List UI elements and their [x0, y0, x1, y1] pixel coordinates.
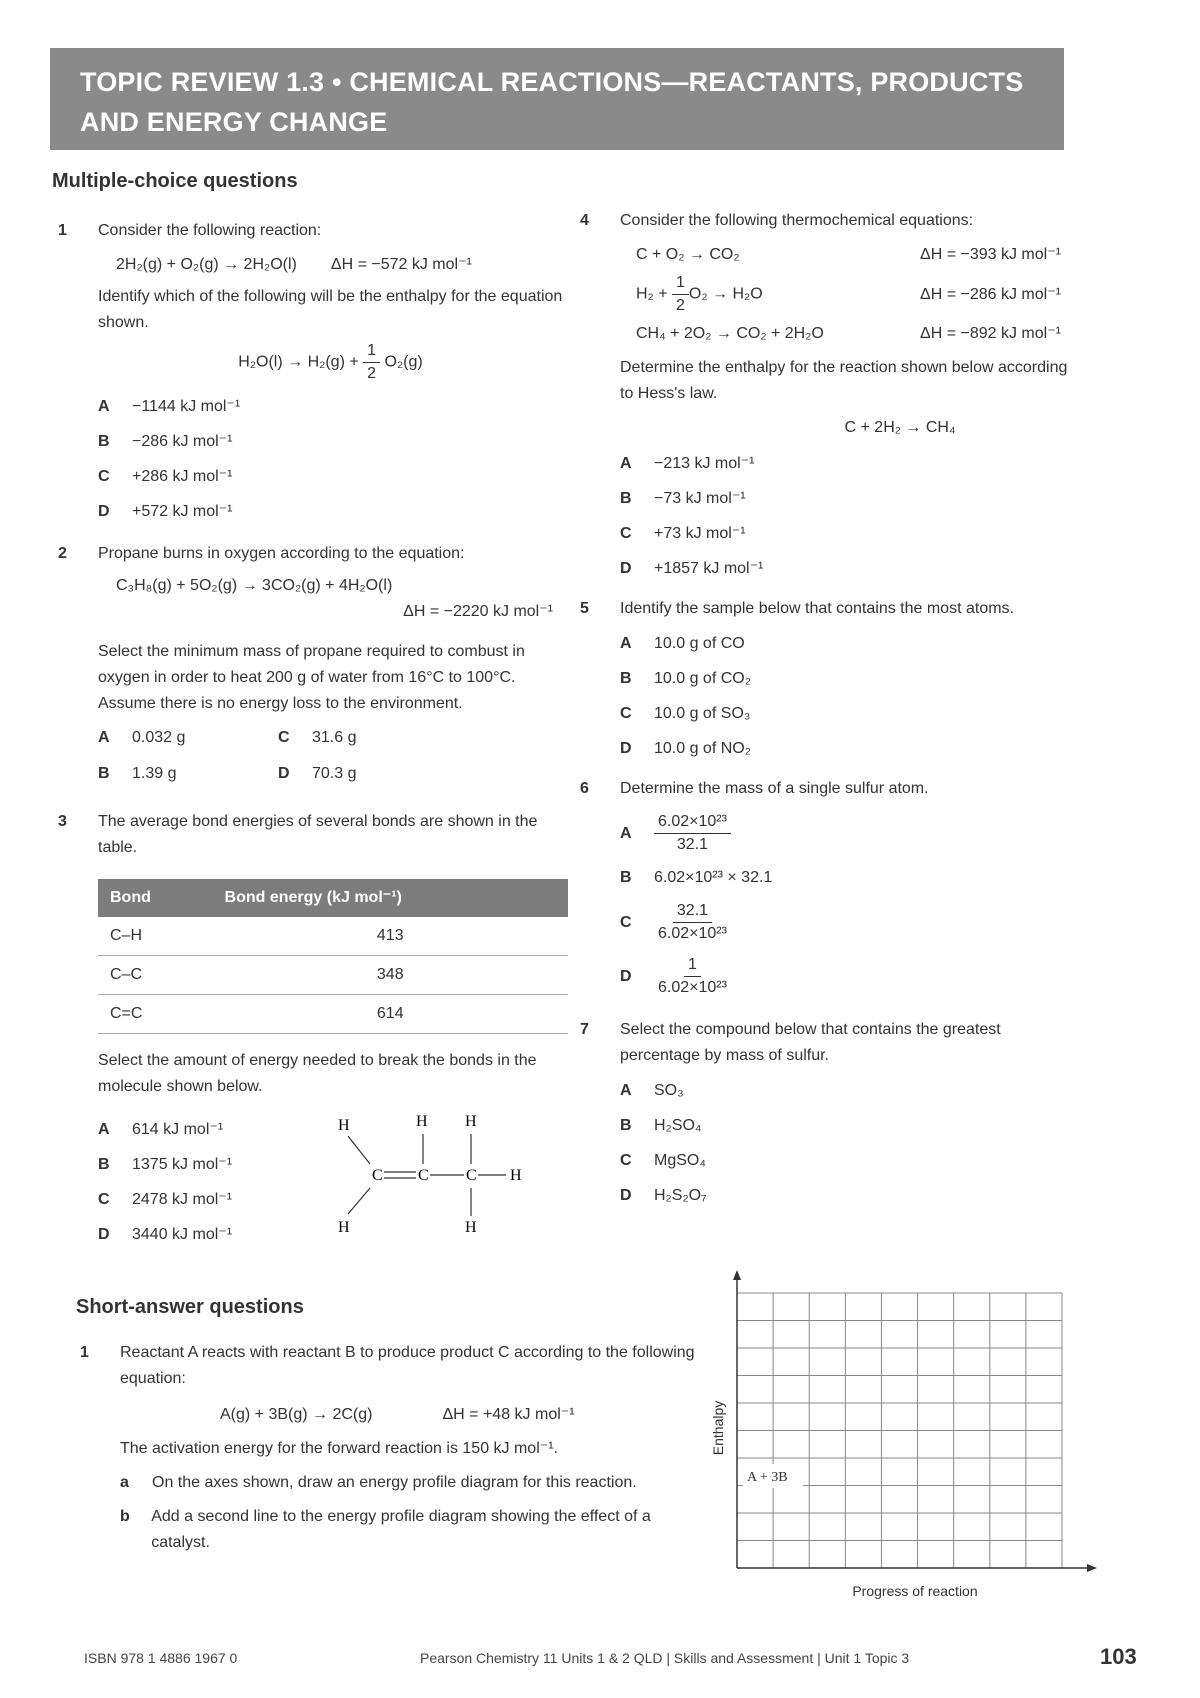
table-row: C–C 348: [98, 956, 568, 995]
atom-c: C: [466, 1167, 477, 1184]
q7-option[interactable]: C MgSO₄: [620, 1152, 706, 1169]
saq-heading: Short-answer questions: [76, 1296, 304, 1318]
question-6: 6 Determine the mass of a single sulfur atom. A $\frac{\text{6.02×10²³}}{32.1}$ B 6.02×10²³ × 32.1 C $\frac{32.1}{\text{6.02×10²³}}$ D $\frac{1}{\text{6.02×10²³}}$: [580, 776, 1080, 999]
q4-option[interactable]: A −213 kJ mol⁻¹: [620, 455, 755, 472]
atom-h: H: [338, 1117, 350, 1134]
q2-option[interactable]: C 31.6 g: [278, 729, 357, 746]
q4-target: C + 2H₂ → CH₄: [844, 419, 956, 436]
q6-option[interactable]: C $\frac{32.1}{\text{6.02×10²³}}$: [620, 902, 727, 942]
atom-h: H: [416, 1113, 428, 1130]
q3-prompt: Select the amount of energy needed to break the bonds in the molecule shown below.: [98, 1052, 537, 1095]
q2-options: [98, 725, 563, 787]
q5-option[interactable]: C 10.0 g of SO₃: [620, 705, 751, 722]
q4-thermo-equations: C + O₂ → CO₂ ΔH = −393 kJ mol⁻¹ H₂ + $\frac{1}{2}$ O₂ → H₂O ΔH = −286 kJ mol⁻¹ CH₄ + 2O₂ → CO₂ + 2H₂O ΔH = −892 kJ mol⁻¹: [636, 246, 1061, 342]
q2-dh: ΔH = −2220 kJ mol⁻¹: [403, 603, 553, 620]
table-row: C=C 614: [98, 995, 568, 1034]
q1-equation-2: H₂O(l) → H₂(g) + $\frac{1}{2}$ O₂(g): [238, 342, 423, 382]
q4-option[interactable]: C +73 kJ mol⁻¹: [620, 525, 746, 542]
saq1-activation: The activation energy for the forward reaction is 150 kJ mol⁻¹.: [120, 1440, 558, 1457]
q5-option[interactable]: B 10.0 g of CO₂: [620, 670, 751, 687]
question-5: 5 Identify the sample below that contains the most atoms. A 10.0 g of CO B 10.0 g of CO₂ C 10.0 g of SO₃ D 10.0 g of NO₂: [580, 596, 1080, 762]
q2-stem: Propane burns in oxygen according to the equation:: [98, 545, 465, 562]
y-axis-label: Enthalpy: [710, 1400, 726, 1456]
topic-banner: [50, 48, 1064, 150]
x-axis-label: Progress of reaction: [852, 1583, 978, 1599]
q5-option[interactable]: A 10.0 g of CO: [620, 635, 745, 652]
propene-structure-diagram: [328, 1108, 558, 1248]
q3-option[interactable]: B 1375 kJ mol⁻¹: [98, 1156, 233, 1173]
q1-option[interactable]: D +572 kJ mol⁻¹: [98, 503, 233, 520]
x-axis-arrow-icon: [1087, 1564, 1097, 1572]
q6-stem: Determine the mass of a single sulfur atom.: [620, 780, 929, 797]
q2-option[interactable]: A 0.032 g: [98, 729, 186, 746]
q7-stem: Select the compound below that contains the greatest percentage by mass of sulfur.: [620, 1021, 1001, 1064]
q7-option[interactable]: A SO₃: [620, 1082, 684, 1099]
q4-stem: Consider the following thermochemical equations:: [620, 212, 974, 229]
right-column: [580, 208, 1080, 1218]
q3-stem: The average bond energies of several bonds are shown in the table.: [98, 813, 538, 856]
q6-option[interactable]: A $\frac{\text{6.02×10²³}}{32.1}$: [620, 811, 1080, 856]
q2-option[interactable]: B 1.39 g: [98, 765, 177, 782]
q1-dh: ΔH = −572 kJ mol⁻¹: [330, 256, 472, 273]
atom-h: H: [510, 1167, 522, 1184]
q5-stem: Identify the sample below that contains the most atoms.: [620, 600, 1014, 617]
q1-stem: Consider the following reaction:: [98, 222, 322, 239]
bond-energy-table: [98, 879, 568, 1034]
table-row: C–H 413: [98, 917, 568, 956]
saq1-dh: ΔH = +48 kJ mol⁻¹: [442, 1406, 575, 1423]
q4-prompt: Determine the enthalpy for the reaction shown below according to Hess's law.: [620, 359, 1068, 402]
short-answer-section: [80, 1340, 700, 1564]
q4-option[interactable]: D +1857 kJ mol⁻¹: [620, 560, 764, 577]
atom-h: H: [465, 1219, 477, 1236]
page-number: 103: [1100, 1644, 1137, 1669]
topic-title: TOPIC REVIEW 1.3 • CHEMICAL REACTIONS—REACTANTS, PRODUCTS AND ENERGY CHANGE: [80, 67, 1024, 137]
saq1-part-b: b Add a second line to the energy profile diagram showing the effect of a catalyst.: [120, 1508, 651, 1551]
q2-prompt: Select the minimum mass of propane required to combust in oxygen in order to heat 200 g of water from 16°C to 100°C. Assume there is no energy loss to the environment.: [98, 643, 525, 712]
saq1-equation: A(g) + 3B(g) → 2C(g): [220, 1406, 373, 1423]
q5-option[interactable]: D 10.0 g of NO₂: [620, 740, 751, 757]
y-axis-arrow-icon: [733, 1270, 741, 1280]
bond-line: [348, 1188, 370, 1214]
q7-option[interactable]: B H₂SO₄: [620, 1117, 702, 1134]
atom-c: C: [418, 1167, 429, 1184]
q1-option[interactable]: C +286 kJ mol⁻¹: [98, 468, 233, 485]
question-3: 3 The average bond energies of several bonds are shown in the table. Bond Bond energy (kJ mol⁻¹) C–H 413 C–C 348 C=C 614 Select the amount of energy needed to break the bonds in the molecule shown below. A 614 kJ mol⁻¹ B 1375 kJ mol⁻¹ C 2478 kJ mol⁻¹ D 3440 kJ mol⁻¹ H H H H H H C C C: [58, 809, 563, 1257]
q1-equation: 2H₂(g) + O₂(g) → 2H₂O(l): [116, 256, 297, 273]
q1-option[interactable]: A −1144 kJ mol⁻¹: [98, 398, 241, 415]
q2-equation: C₃H₈(g) + 5O₂(g) → 3CO₂(g) + 4H₂O(l): [116, 577, 393, 594]
q7-option[interactable]: D H₂S₂O₇: [620, 1187, 707, 1204]
q6-option[interactable]: B 6.02×10²³ × 32.1: [620, 869, 773, 886]
energy-profile-axes[interactable]: [705, 1268, 1105, 1608]
question-7: 7 Select the compound below that contains the greatest percentage by mass of sulfur. A SO₃ B H₂SO₄ C MgSO₄ D H₂S₂O₇: [580, 1017, 1080, 1209]
saq1-part-a: a On the axes shown, draw an energy profile diagram for this reaction.: [120, 1474, 637, 1491]
q1-prompt: Identify which of the following will be the enthalpy for the equation shown.: [98, 288, 563, 331]
left-column: [58, 218, 563, 1257]
question-2: 2 Propane burns in oxygen according to the equation: C₃H₈(g) + 5O₂(g) → 3CO₂(g) + 4H₂O(l) ΔH = −2220 kJ mol⁻¹ Select the minimum mass of propane required to combust in oxygen in order to heat 200 g of water from 16°C to 100°C. Assume there is no energy loss to the environment. A 0.032 g C 31.6 g B 1.39 g D 70.3 g: [58, 541, 563, 787]
atom-h: H: [465, 1113, 477, 1130]
reactant-label: A + 3B: [747, 1470, 788, 1485]
mcq-heading: Multiple-choice questions: [52, 170, 298, 192]
q3-option[interactable]: C 2478 kJ mol⁻¹: [98, 1191, 233, 1208]
atom-c: C: [372, 1167, 383, 1184]
saq1-stem: Reactant A reacts with reactant B to produce product C according to the following equation:: [120, 1344, 695, 1387]
table-header-row: Bond Bond energy (kJ mol⁻¹): [98, 879, 568, 917]
q3-option[interactable]: D 3440 kJ mol⁻¹: [98, 1226, 233, 1243]
isbn: ISBN 978 1 4886 1967 0: [84, 1650, 238, 1666]
question-1: 1 Consider the following reaction: 2H₂(g) + O₂(g) → 2H₂O(l) ΔH = −572 kJ mol⁻¹ Identify which of the following will be the enthalpy for the equation shown. H₂O(l) → H₂(g) + $\frac{1}{2}$ O₂(g) A −1144 kJ mol⁻¹ B −286 kJ mol⁻¹ C +286 kJ mol⁻¹ D +572 kJ mol⁻¹: [58, 218, 563, 525]
q2-option[interactable]: D 70.3 g: [278, 765, 357, 782]
q1-option[interactable]: B −286 kJ mol⁻¹: [98, 433, 233, 450]
grid-lines: [737, 1293, 1062, 1568]
saq-question-1: 1 Reactant A reacts with reactant B to produce product C according to the following equation: A(g) + 3B(g) → 2C(g) ΔH = +48 kJ mol⁻¹ The activation energy for the forward reaction is 150 kJ mol⁻¹. a On the axes shown, draw an energy profile diagram for this reaction. b Add a second line to the energy profile diagram showing the effect of a catalyst.: [80, 1340, 700, 1556]
q4-option[interactable]: B −73 kJ mol⁻¹: [620, 490, 746, 507]
book-info: Pearson Chemistry 11 Units 1 & 2 QLD | Skills and Assessment | Unit 1 Topic 3: [420, 1650, 910, 1666]
atom-h: H: [338, 1219, 350, 1236]
q3-option[interactable]: A 614 kJ mol⁻¹: [98, 1121, 224, 1138]
question-4: 4 Consider the following thermochemical equations: C + O₂ → CO₂ ΔH = −393 kJ mol⁻¹ H₂ + $\frac{1}{2}$ O₂ → H₂O ΔH = −286 kJ mol⁻¹ CH₄ + 2O₂ → CO₂ + 2H₂O ΔH = −892 kJ mol⁻¹ Determine the enthalpy for the reaction shown below according to Hess's law. C + 2H₂ → CH₄ A −213 kJ mol⁻¹ B −73 kJ mol⁻¹ C +73 kJ mol⁻¹ D +1857 kJ mol⁻¹: [580, 208, 1080, 582]
bond-line: [348, 1136, 370, 1164]
q6-option[interactable]: D $\frac{1}{\text{6.02×10²³}}$: [620, 956, 727, 996]
